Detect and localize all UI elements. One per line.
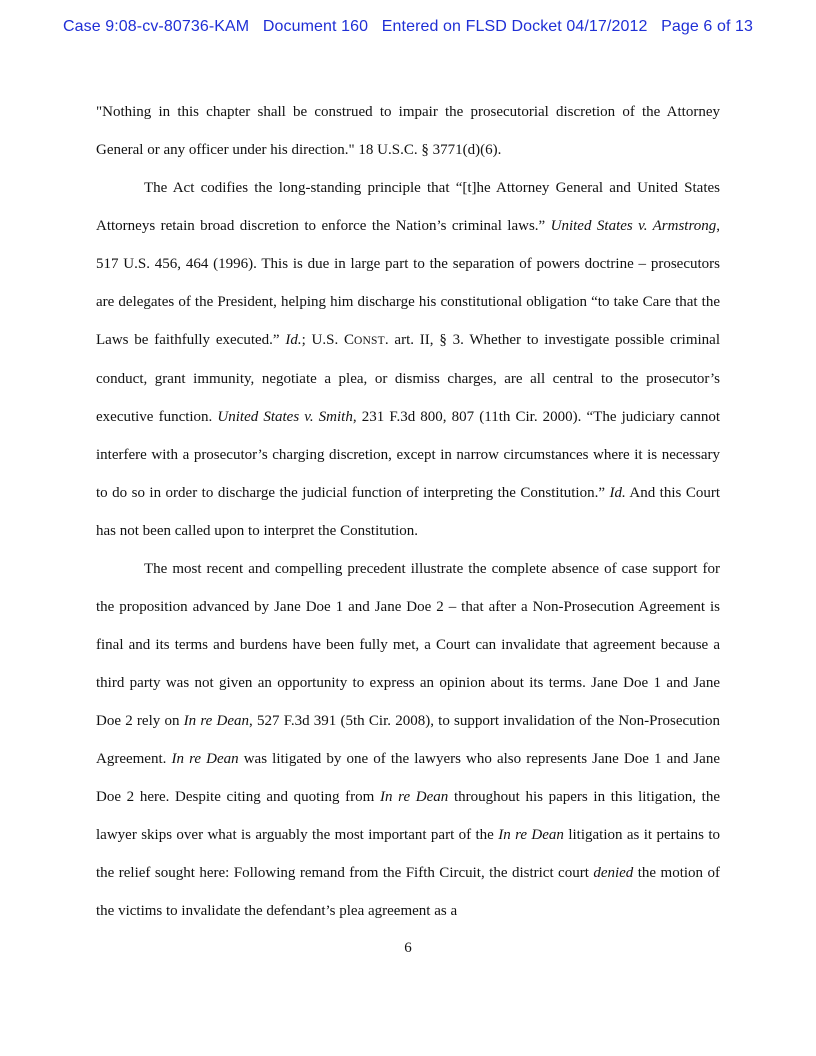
case-citation-armstrong: United States v. Armstrong (550, 218, 717, 234)
text-run: The most recent and compelling precedent illustrate the complete absence of case support for the proposition advanced by Jane Doe 1 and Jane Doe 2 – that after a Non-Prosecution Agreement is final and its terms and burdens have been fully met, a Court can invalidate that agreement because a third party was not given an opportunity to express an opinion about its terms. Jane Doe 1 and Jane Doe 2 rely on (96, 561, 720, 729)
text-run: was litigated by one of the lawyers who also represents Jane Doe 1 and Jane Doe 2 here. Despite citing and quoting from (96, 751, 720, 805)
text-run: . art. II, § 3. Whether to investigate possible criminal conduct, grant immunity, negotiate a plea, or dismiss charges, are all central to the prosecutor’s executive function. (96, 332, 720, 425)
text-run: , 517 U.S. 456, 464 (1996). This is due in large part to the separation of powers doctrine – prosecutors are delegates of the President, helping him discharge his constitutional obligation “to take Care that the Laws be faithfully executed.” (96, 218, 720, 348)
text-run: litigation as it pertains to the relief sought here: Following remand from the Fifth Circuit, the district court (96, 827, 720, 881)
citation-id: Id. (285, 332, 302, 348)
text-run: throughout his papers in this litigation, the lawyer skips over what is arguably the most important part of the (96, 789, 720, 843)
page-number: 6 (404, 940, 412, 956)
text-run: The Act codifies the long-standing principle that “[t]he Attorney General and United States Attorneys retain broad discretion to enforce the Nation’s criminal laws.” (96, 180, 720, 234)
case-citation-in-re-dean: In re Dean (498, 827, 564, 843)
small-caps-const: ONST (354, 335, 385, 347)
text-run: ; U.S. C (301, 332, 355, 348)
text-run: the motion of the victims to invalidate the defendant’s plea agreement as a (96, 865, 720, 919)
text-run: "Nothing in this chapter shall be construed to impair the prosecutorial discretion of the Attorney General or any officer under his direction." 18 U.S.C. § 3771(d)(6). (96, 104, 720, 158)
text-run: , 527 F.3d 391 (5th Cir. 2008), to support invalidation of the Non-Prosecution Agreement. (96, 713, 721, 767)
case-citation-in-re-dean: In re Dean (183, 713, 250, 729)
docket-header: Case 9:08-cv-80736-KAM Document 160 Entered on FLSD Docket 04/17/2012 Page 6 of 13 (62, 18, 754, 35)
paragraph-prosecutorial-discretion (96, 169, 720, 550)
emphasis-denied: denied (593, 865, 634, 881)
paragraph-in-re-dean (96, 550, 720, 930)
paragraph-statute-quote (96, 93, 720, 169)
document-body (96, 93, 720, 930)
citation-id: Id. (609, 485, 626, 501)
case-citation-smith: United States v. Smith (217, 409, 353, 425)
text-run: , 231 F.3d 800, 807 (11th Cir. 2000). “The judiciary cannot interfere with a prosecutor’s charging discretion, except in narrow circumstances where it is necessary to do so in order to discharge the judicial function of interpreting the Constitution.” (96, 409, 720, 501)
case-citation-in-re-dean: In re Dean (380, 789, 449, 805)
case-citation-in-re-dean: In re Dean (171, 751, 239, 767)
text-run: And this Court has not been called upon to interpret the Constitution. (96, 485, 720, 539)
